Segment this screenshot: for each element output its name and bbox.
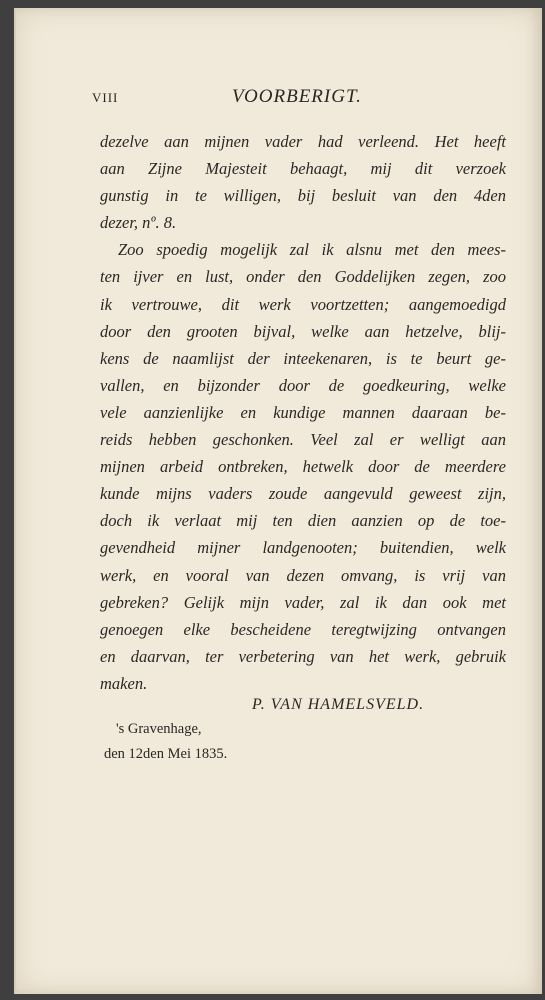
text-line: kunde mijns vaders zoude aangevuld geweest zijn, [100, 484, 506, 504]
text-line: door den grooten bijval, welke aan hetzelve, blij- [100, 321, 506, 341]
date-line: den 12den Mei 1835. [104, 746, 228, 762]
text-line: maken. [100, 673, 148, 693]
place-line: 's Gravenhage, [116, 721, 202, 737]
text-line: gevendheid mijner landgenooten; buitendien, welk [100, 538, 506, 558]
text-line: reids hebben geschonken. Veel zal er welligt aan [100, 430, 506, 450]
text-line: Zoo spoedig mogelijk zal ik alsnu met den mees- [118, 240, 506, 260]
page-header [92, 86, 392, 110]
text-line: doch ik verlaat mij ten dien aanzien op de toe- [100, 511, 506, 531]
text-line: ten ijver en lust, onder den Goddelijken zegen, zoo [100, 267, 506, 287]
text-line: gunstig in te willigen, bij besluit van den 4den [100, 186, 506, 206]
text-line: vele aanzienlijke en kundige mannen daaraan be- [100, 402, 506, 422]
text-line: gebreken? Gelijk mijn vader, zal ik dan ook met [100, 592, 506, 612]
text-line: en daarvan, ter verbetering van het werk, gebruik [100, 646, 506, 666]
text-line: mijnen arbeid ontbreken, hetwelk door de meerdere [100, 457, 506, 477]
page-number: VIII [92, 90, 119, 105]
text-line: kens de naamlijst der inteekenaren, is te beurt ge- [100, 348, 506, 368]
text-line: aan Zijne Majesteit behaagt, mij dit verzoek [100, 159, 506, 179]
text-line: vallen, en bijzonder door de goedkeuring, welke [100, 375, 506, 395]
text-line: werk, en vooral van dezen omvang, is vrij van [100, 565, 506, 585]
running-head: VOORBERIGT. [232, 86, 362, 107]
text-line: dezer, nº. 8. [100, 213, 177, 233]
body-text [100, 128, 506, 697]
author-signature: P. VAN HAMELSVELD. [252, 696, 425, 713]
text-line: genoegen elke bescheidene teregtwijzing ontvangen [100, 619, 506, 639]
text-line: dezelve aan mijnen vader had verleend. Het heeft [100, 132, 506, 151]
text-line: ik vertrouwe, dit werk voortzetten; aangemoedigd [100, 294, 506, 314]
